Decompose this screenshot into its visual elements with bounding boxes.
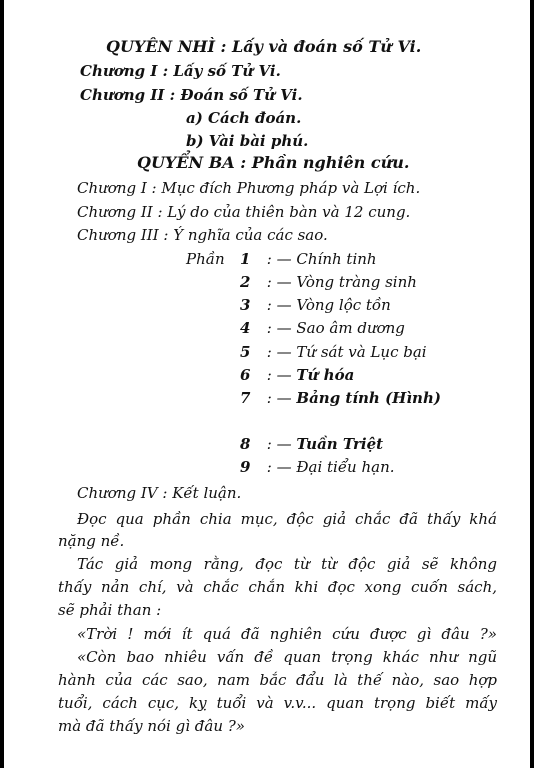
part-number: 2 xyxy=(240,273,251,291)
page-edge-left xyxy=(0,0,4,768)
part-separator: : — xyxy=(266,458,292,476)
part-title: Sao âm dương xyxy=(296,319,405,337)
paragraph-2-line-2: thấy nản chí, và chắc chắn khi đọc xong cuốn sách, xyxy=(58,578,497,596)
part-number: 1 xyxy=(240,250,251,268)
part-row-6 xyxy=(240,366,354,384)
part-title: Tứ sát và Lục bại xyxy=(296,343,427,361)
quote-2-line-2: hành của các sao, nam bắc đẩu là thế nào, sao hợp xyxy=(58,671,497,689)
book2-title: QUYÊN NHÌ : Lấy và đoán số Tử Vi. xyxy=(106,37,422,56)
part-number: 6 xyxy=(240,366,251,384)
part-row-3 xyxy=(240,296,391,314)
part-row-4 xyxy=(240,319,405,337)
paragraph-1-line-1: Đọc qua phần chia mục, độc giả chắc đã thấy khá xyxy=(77,510,497,528)
quote-2-line-1: «Còn bao nhiêu vấn đề quan trọng khác như ngũ xyxy=(77,648,497,666)
part-separator: : — xyxy=(266,343,292,361)
part-title: Tứ hóa xyxy=(296,366,355,384)
part-title: Vòng lộc tồn xyxy=(296,296,391,314)
quote-2-line-4: mà đã thấy nói gì đâu ?» xyxy=(58,717,245,735)
part-separator: : — xyxy=(266,273,292,291)
part-title: Đại tiểu hạn. xyxy=(296,458,395,476)
quote-2-line-3: tuổi, cách cục, kỵ tuổi và v.v... quan trọng biết mấy xyxy=(58,694,497,712)
book2-chapter-2: Chương II : Đoán số Tử Vi. xyxy=(80,86,303,104)
book2-chapter-2b: b) Vài bài phú. xyxy=(186,132,309,150)
book3-chapter-1: Chương I : Mục đích Phương pháp và Lợi ích. xyxy=(77,179,421,197)
paragraph-1-line-2: nặng nề. xyxy=(58,532,125,550)
part-row-2 xyxy=(240,273,417,291)
part-separator: : — xyxy=(266,296,292,314)
part-row-5 xyxy=(240,343,427,361)
part-title: Chính tinh xyxy=(296,250,377,268)
book3-chapter-4: Chương IV : Kết luận. xyxy=(77,484,242,502)
part-title: Bảng tính (Hình) xyxy=(296,389,441,407)
book3-title: QUYỂN BA : Phần nghiên cứu. xyxy=(137,153,410,172)
part-separator: : — xyxy=(266,250,292,268)
paragraph-2-line-1: Tác giả mong rằng, đọc từ từ độc giả sẽ không xyxy=(77,555,497,573)
book3-chapter-2: Chương II : Lý do của thiên bàn và 12 cung. xyxy=(77,203,411,221)
part-title: Tuần Triệt xyxy=(296,435,384,453)
book2-chapter-1: Chương I : Lấy số Tử Vi. xyxy=(80,62,281,80)
part-number: 9 xyxy=(240,458,251,476)
part-number: 7 xyxy=(240,389,251,407)
part-row-9 xyxy=(240,458,395,476)
page-edge-right xyxy=(530,0,534,768)
book2-chapter-2a: a) Cách đoán. xyxy=(186,109,302,127)
part-separator: : — xyxy=(266,435,292,453)
quote-1: «Trời ! mới ít quá đã nghiên cứu được gì đâu ?» xyxy=(77,625,497,643)
part-row-7 xyxy=(240,389,441,407)
part-row-8 xyxy=(240,435,383,453)
part-number: 5 xyxy=(240,343,251,361)
part-number: 4 xyxy=(240,319,251,337)
paragraph-2-line-3: sẽ phải than : xyxy=(58,601,162,619)
part-row-1 xyxy=(240,250,377,268)
part-separator: : — xyxy=(266,366,292,384)
book3-chapter-3: Chương III : Ý nghĩa của các sao. xyxy=(77,226,328,244)
part-separator: : — xyxy=(266,319,292,337)
part-number: 8 xyxy=(240,435,251,453)
part-title: Vòng tràng sinh xyxy=(296,273,417,291)
part-number: 3 xyxy=(240,296,251,314)
parts-label: Phần xyxy=(186,250,225,268)
part-separator: : — xyxy=(266,389,292,407)
